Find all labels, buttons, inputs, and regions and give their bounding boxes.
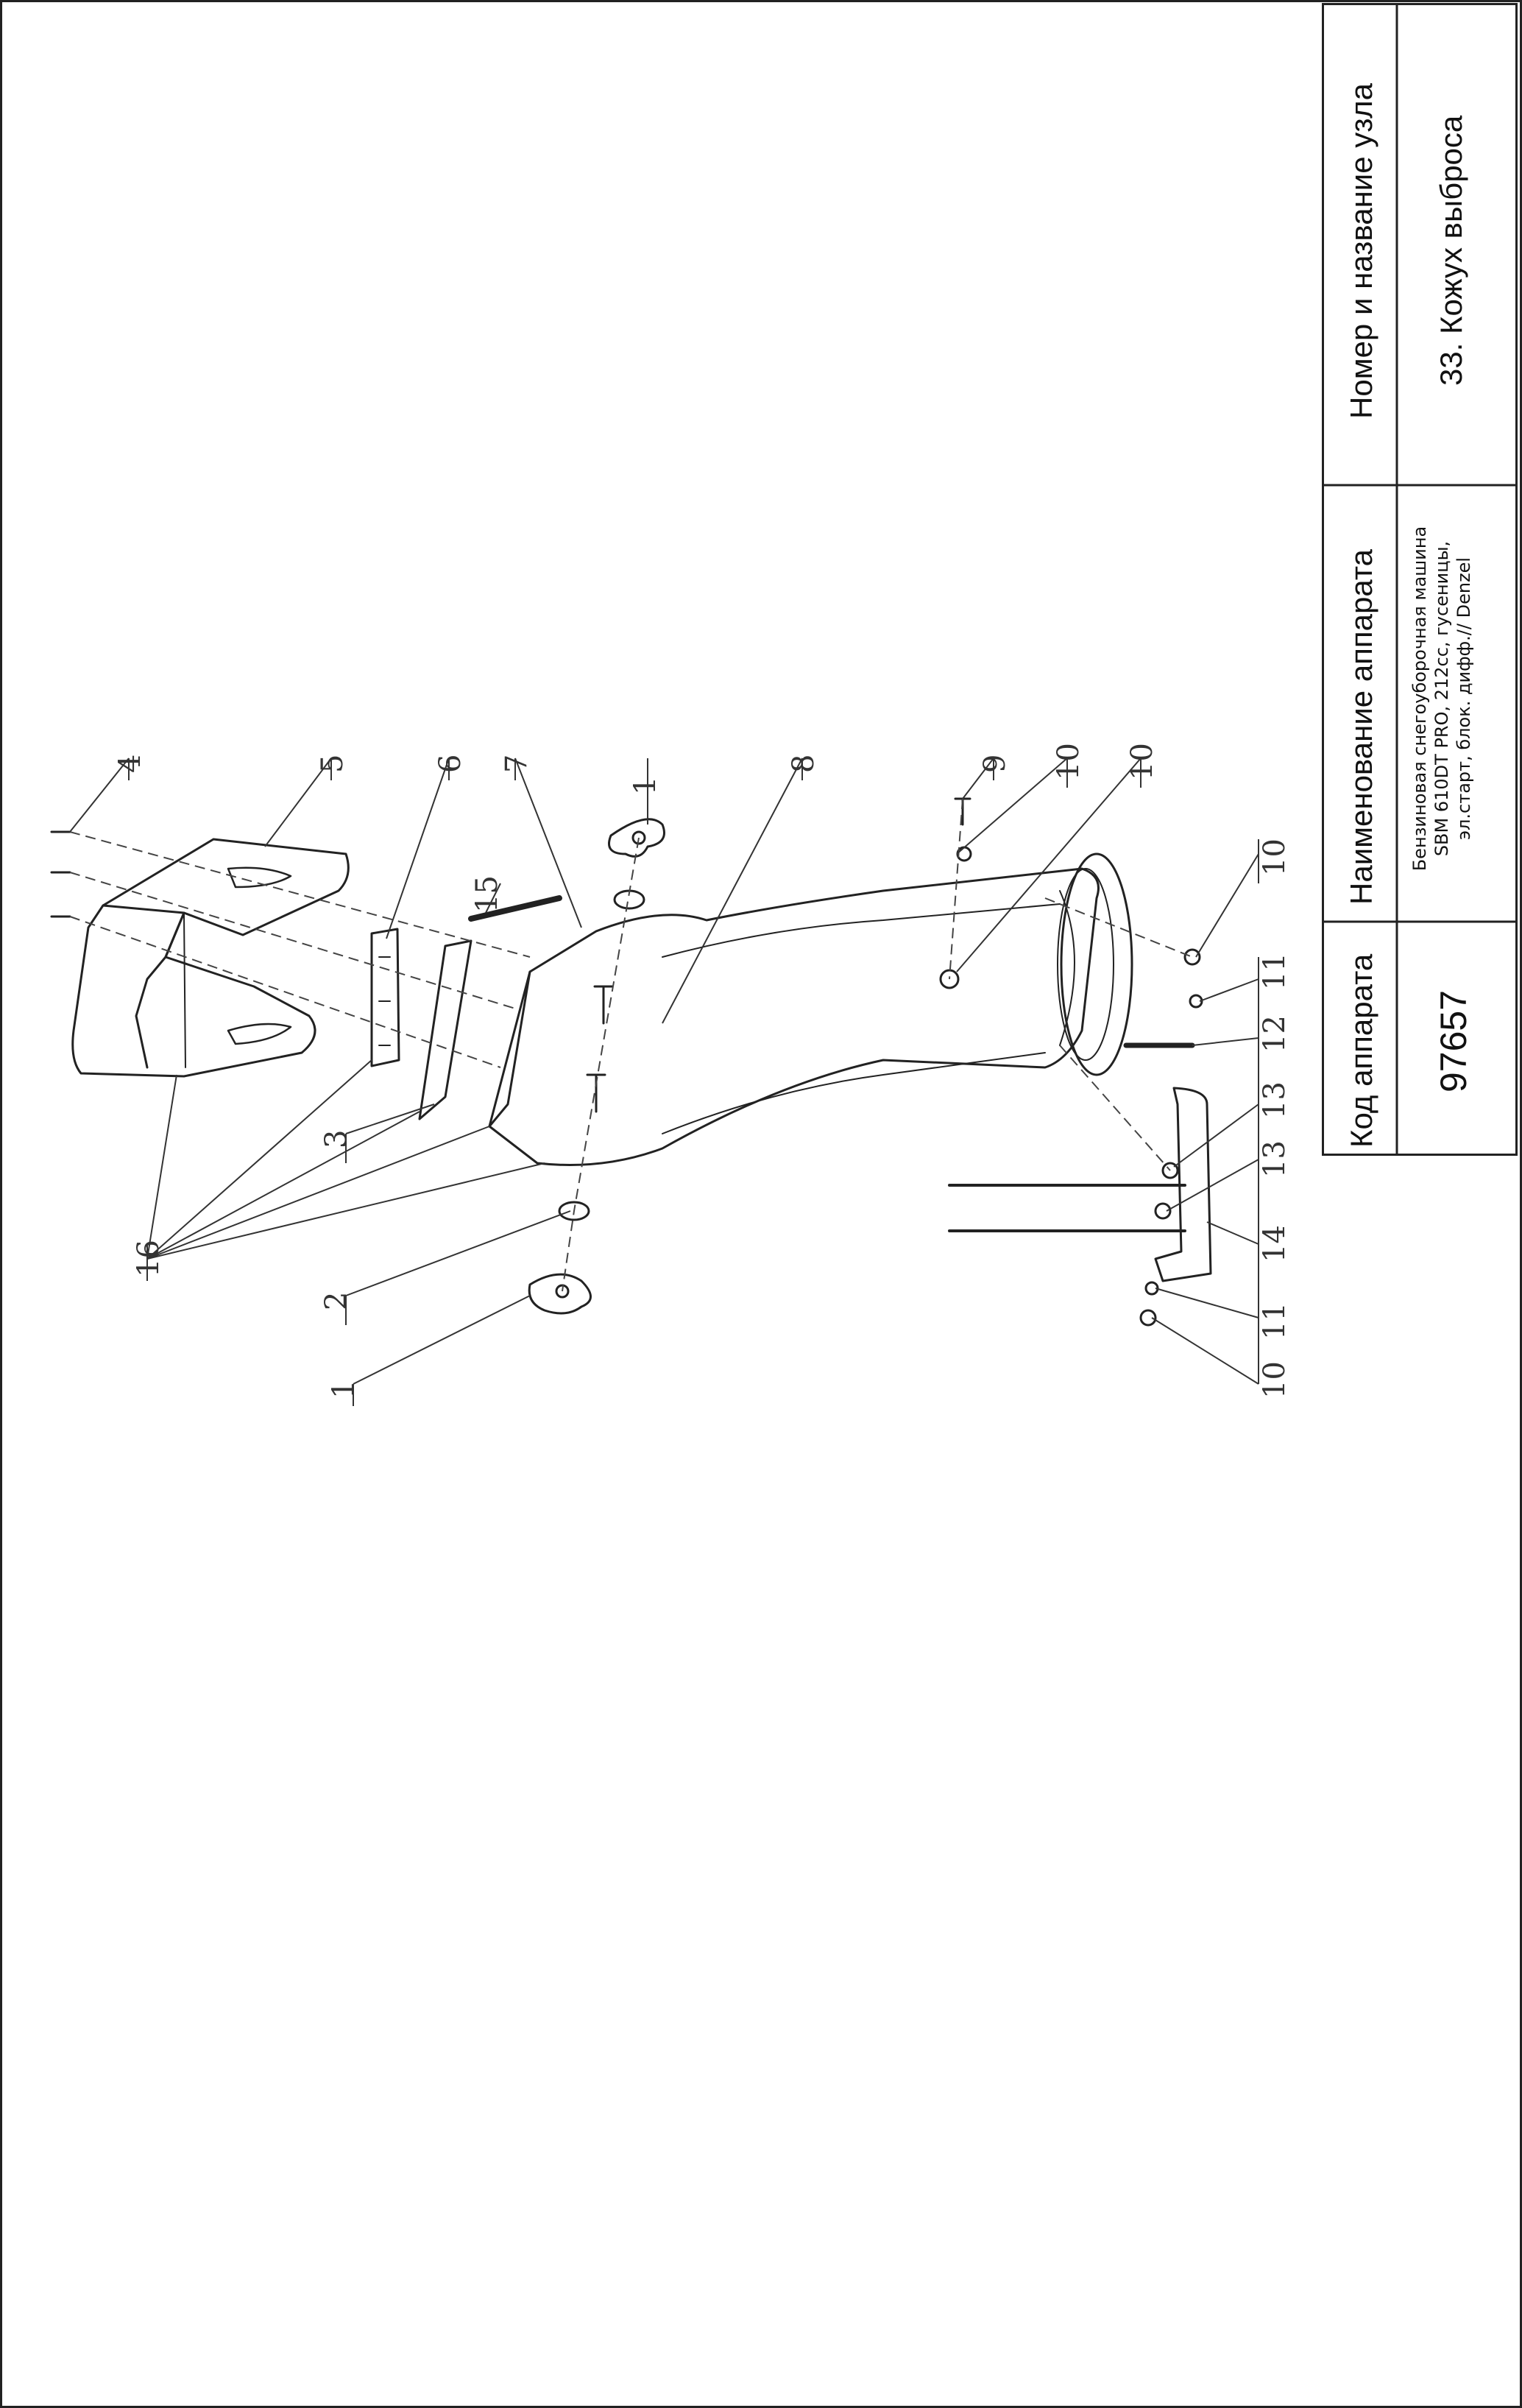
- callout-12: 12: [1258, 1015, 1292, 1053]
- part-nut-right: [1185, 950, 1200, 964]
- name-line-3: эл.старт, блок. дифф.// Denzel: [1454, 557, 1474, 841]
- assembly-axes: [70, 799, 1192, 1291]
- callout-11-a: 11: [1258, 953, 1292, 990]
- part-nut-bottom-10: [1141, 1310, 1155, 1325]
- callout-10-c: 10: [1258, 838, 1292, 876]
- part-chute-ring: [1058, 854, 1132, 1075]
- name-line-2: SBM 610DT PRO, 212cc, гусеницы,: [1431, 540, 1452, 857]
- name-line-1: Бензиновая снегоуборочная машина: [1409, 526, 1430, 872]
- callout-10-d: 10: [1258, 1361, 1292, 1399]
- callout-5: 5: [316, 754, 350, 773]
- callout-3: 3: [319, 1129, 353, 1148]
- part-knob-top: [609, 819, 665, 857]
- callout-13-b: 13: [1258, 1140, 1292, 1178]
- callout-13-a: 13: [1258, 1081, 1292, 1119]
- callout-7: 7: [500, 754, 534, 773]
- callout-9: 9: [978, 754, 1012, 773]
- part-deflector-cap: [73, 839, 349, 1076]
- callout-14: 14: [1258, 1225, 1292, 1263]
- callout-1-bottom: 1: [327, 1380, 361, 1399]
- callout-10-a: 10: [1052, 743, 1086, 780]
- callout-labels: [113, 743, 1292, 1399]
- code-value: 97657: [1433, 989, 1474, 1092]
- callout-1-top: 1: [629, 776, 662, 795]
- part-knob-bottom: [529, 1274, 590, 1313]
- code-header: Код аппарата: [1344, 953, 1378, 1148]
- callout-10-b: 10: [1125, 743, 1159, 780]
- leader-lines: [70, 758, 1259, 1384]
- callout-6: 6: [433, 754, 467, 773]
- unit-header: Номер и название узла: [1344, 83, 1378, 419]
- unit-value: 33. Кожух выброса: [1434, 115, 1468, 386]
- callout-16: 16: [132, 1240, 166, 1277]
- title-block: [1322, 3, 1518, 1156]
- callout-2: 2: [319, 1291, 353, 1310]
- callout-11-b: 11: [1258, 1302, 1292, 1340]
- part-inner-plate: [420, 941, 471, 1119]
- callout-4: 4: [113, 754, 147, 773]
- part-hinge-plate: [372, 929, 399, 1066]
- name-header: Наименование аппарата: [1344, 549, 1378, 905]
- part-screws: [52, 832, 70, 917]
- name-value: [1409, 492, 1475, 905]
- callout-15: 15: [470, 875, 504, 913]
- callout-8: 8: [787, 754, 821, 773]
